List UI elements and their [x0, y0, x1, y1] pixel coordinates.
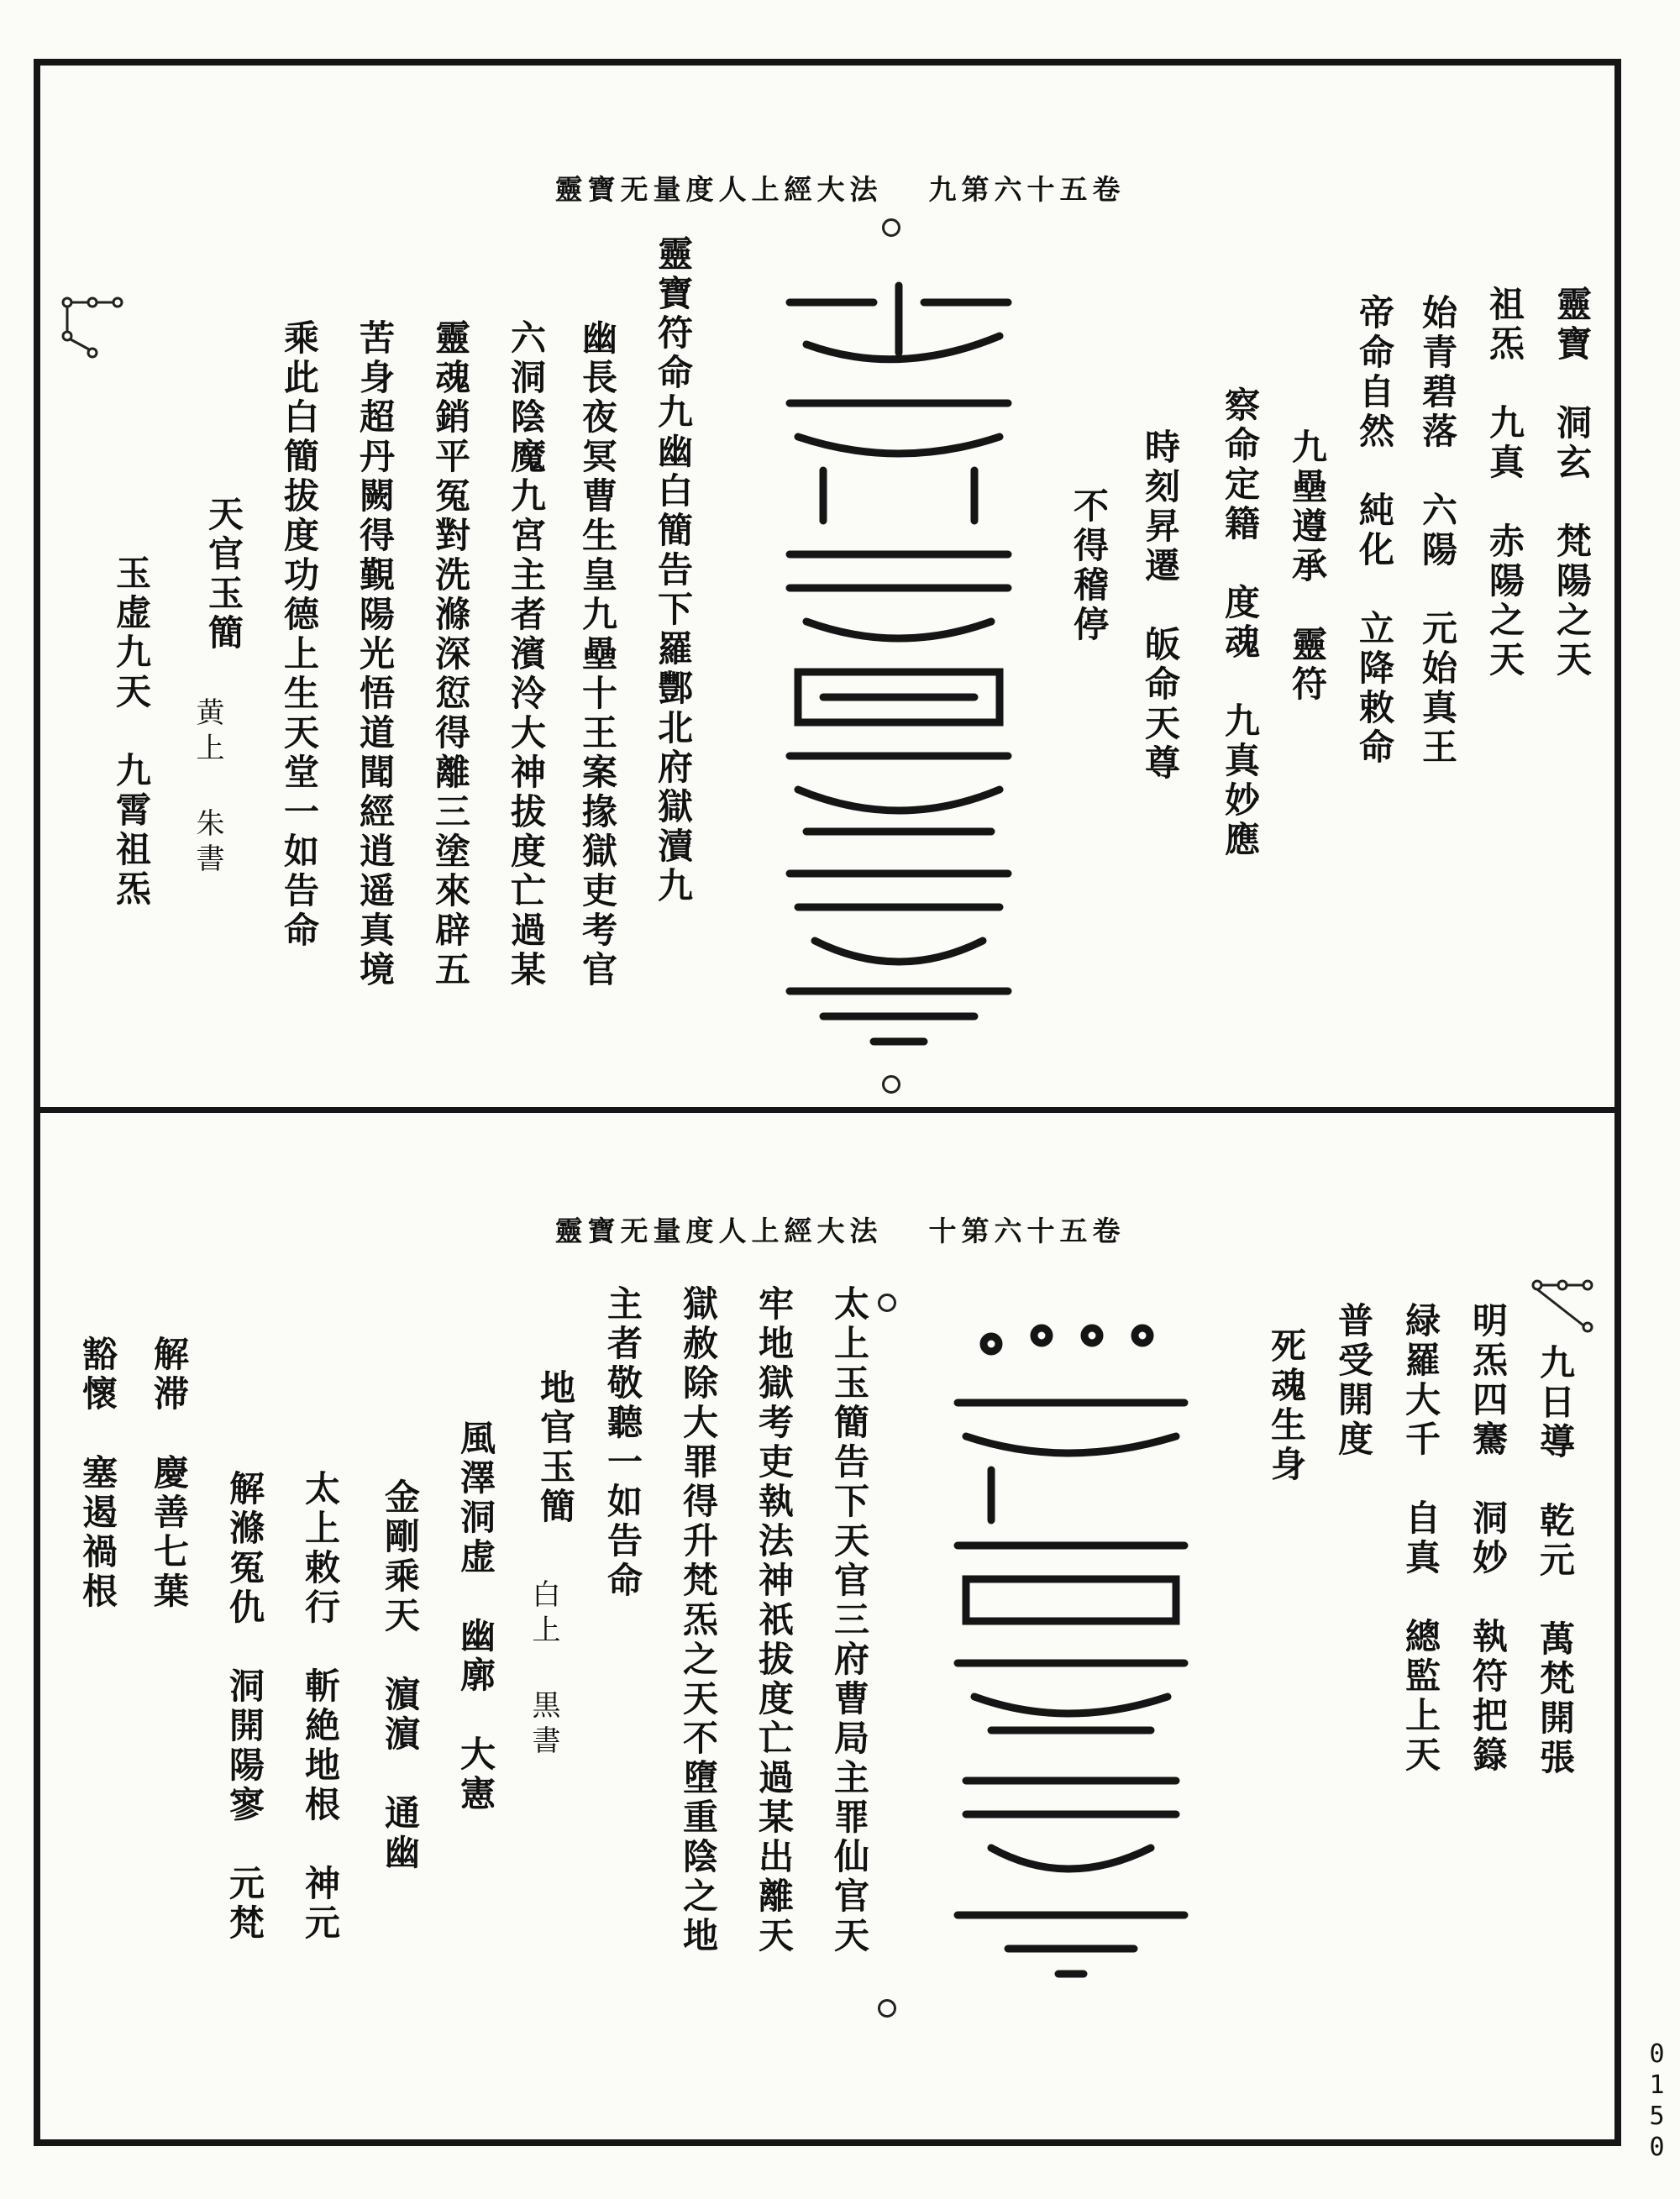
upper-text-block: [50, 218, 1596, 1084]
circle-mark: [882, 218, 900, 237]
upper-col-13: 苦身超丹闕得覲陽光悟道聞經逍遥真境: [354, 319, 396, 990]
upper-col-6: 察命定籍 度魂 九真妙應: [1220, 386, 1261, 860]
upper-col-16: 黄上 朱書: [191, 697, 224, 879]
lower-col-2: 明炁四騫 洞妙 執符把籙: [1467, 1302, 1509, 1776]
circle-mark: [878, 1999, 896, 2018]
upper-col-12: 靈魂銷平冤對洗滌深愆得離三塗來辟五: [430, 319, 471, 990]
lower-col-15: 解滌冤仇 洞開陽寥 元梵: [224, 1470, 265, 1944]
lower-col-4: 普受開度: [1333, 1302, 1374, 1460]
circle-mark: [878, 1294, 896, 1312]
lower-col-12: 風澤洞虚 幽廓 大憲: [455, 1420, 496, 1814]
lower-col-13: 金剛乘天 濵濵 通幽: [380, 1478, 421, 1873]
upper-col-8: 不得稽停: [1068, 487, 1110, 645]
upper-col-4: 帝命自然 純化 立降敕命: [1354, 294, 1395, 768]
upper-col-9: 靈寶符命九幽白簡告下羅酆北府獄瀆九: [653, 235, 694, 906]
upper-col-10: 幽長夜冥曹生皇九壘十王案掾獄吏考官: [577, 319, 618, 990]
upper-col-11: 六洞陰魔九宮主者濱泠大神拔度亡過某: [506, 319, 547, 990]
upper-col-3: 始青碧落 六陽 元始真王: [1417, 294, 1458, 768]
lower-col-7: 牢地獄考吏執法神祇拔度亡過某出離天: [753, 1285, 795, 1956]
lower-col-14: 太上敕行 斬絶地根 神元: [300, 1470, 341, 1944]
upper-col-14: 乘此白簡拔度功德上生天堂一如告命: [279, 319, 320, 951]
lower-col-9: 主者敬聽一如告命: [602, 1285, 643, 1601]
dot-diagram: [59, 294, 126, 365]
lower-col-16: 解滞 慶善七葉: [149, 1336, 190, 1612]
lower-header-title: 靈寶无量度人上經大法: [554, 1215, 883, 1247]
lower-col-6: 太上玉簡告下天官三府曹局主罪仙官天: [829, 1285, 870, 1956]
middle-divider: [34, 1107, 1621, 1113]
lower-col-3: 緑羅大千 自真 總監上天: [1400, 1302, 1441, 1776]
upper-header-volume: 卷五十六第九: [928, 173, 1126, 206]
upper-col-2: 祖炁 九真 赤陽之天: [1484, 286, 1525, 680]
talisman-seal-lower: [941, 1310, 1201, 1982]
lower-col-5: 死魂生身: [1266, 1327, 1307, 1485]
lower-col-10: 地官玉簡: [535, 1369, 576, 1527]
circle-mark: [882, 1075, 900, 1094]
lower-col-1: 九日導 乾元 萬梵開張: [1535, 1344, 1576, 1778]
talisman-seal-upper: [773, 252, 1025, 1058]
lower-header: [0, 1210, 1680, 1249]
lower-col-8: 獄赦除大罪得升梵炁之天不墮重陰之地: [678, 1285, 719, 1956]
upper-header: [0, 168, 1680, 207]
lower-col-17: 豁懷 塞遏禍根: [77, 1336, 118, 1612]
lower-header-volume: 卷五十六第十: [928, 1215, 1126, 1247]
lower-text-block: [50, 1260, 1596, 2117]
upper-col-15: 天官玉簡: [203, 496, 244, 653]
upper-col-7: 時刻昇遷 皈命天尊: [1140, 428, 1181, 784]
dot-diagram: [1529, 1277, 1596, 1347]
upper-header-title: 靈寶无量度人上經大法: [554, 173, 883, 206]
upper-col-1: 靈寶 洞玄 梵陽之天: [1551, 286, 1593, 680]
upper-col-17: 玉虚九天 九霄祖炁: [111, 554, 152, 910]
page-number: 0150: [1642, 2039, 1672, 2164]
lower-col-11: 白上 黒書: [527, 1579, 560, 1761]
upper-col-5: 九壘遵承 靈符: [1287, 428, 1328, 705]
